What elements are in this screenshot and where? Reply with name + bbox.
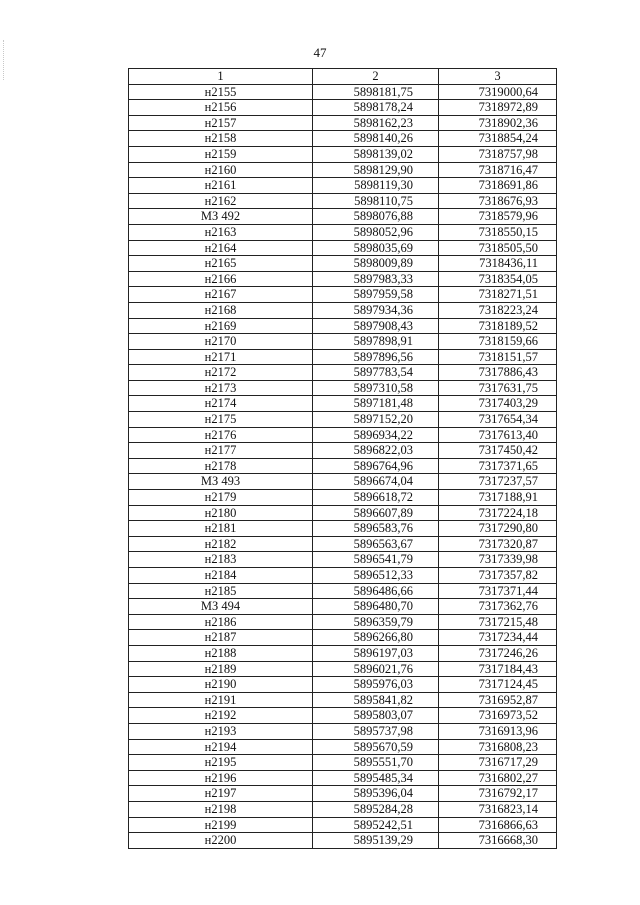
point-name-cell: н2166 — [129, 271, 313, 287]
point-name-cell: н2178 — [129, 458, 313, 474]
table-row — [129, 770, 557, 786]
table-row — [129, 833, 557, 849]
x-coordinate-cell: 5898110,75 — [313, 193, 439, 209]
point-name-cell: н2184 — [129, 568, 313, 584]
x-coordinate-cell: 5895803,07 — [313, 708, 439, 724]
point-name-cell: н2177 — [129, 443, 313, 459]
x-coordinate-cell: 5898076,88 — [313, 209, 439, 225]
table-row — [129, 287, 557, 303]
table-row — [129, 178, 557, 194]
table-row — [129, 240, 557, 256]
point-name-cell: н2161 — [129, 178, 313, 194]
x-coordinate-cell: 5897181,48 — [313, 396, 439, 412]
x-coordinate-cell: 5895485,34 — [313, 770, 439, 786]
table-row — [129, 474, 557, 490]
y-coordinate-cell: 7316802,27 — [439, 770, 557, 786]
y-coordinate-cell: 7317237,57 — [439, 474, 557, 490]
x-coordinate-cell: 5896541,79 — [313, 552, 439, 568]
point-name-cell: н2187 — [129, 630, 313, 646]
table-row — [129, 365, 557, 381]
column-header-2: 2 — [313, 69, 439, 85]
x-coordinate-cell: 5895841,82 — [313, 692, 439, 708]
y-coordinate-cell: 7317631,75 — [439, 380, 557, 396]
point-name-cell: н2197 — [129, 786, 313, 802]
x-coordinate-cell: 5895242,51 — [313, 817, 439, 833]
table-row — [129, 334, 557, 350]
table-row — [129, 84, 557, 100]
table-row — [129, 380, 557, 396]
y-coordinate-cell: 7317357,82 — [439, 568, 557, 584]
y-coordinate-cell: 7316823,14 — [439, 801, 557, 817]
y-coordinate-cell: 7318972,89 — [439, 100, 557, 116]
point-name-cell: н2195 — [129, 755, 313, 771]
table-row — [129, 739, 557, 755]
x-coordinate-cell: 5898035,69 — [313, 240, 439, 256]
y-coordinate-cell: 7317403,29 — [439, 396, 557, 412]
x-coordinate-cell: 5895737,98 — [313, 723, 439, 739]
point-name-cell: н2157 — [129, 115, 313, 131]
y-coordinate-cell: 7317450,42 — [439, 443, 557, 459]
point-name-cell: н2196 — [129, 770, 313, 786]
y-coordinate-cell: 7316668,30 — [439, 833, 557, 849]
x-coordinate-cell: 5897908,43 — [313, 318, 439, 334]
x-coordinate-cell: 5897934,36 — [313, 302, 439, 318]
point-name-cell: н2193 — [129, 723, 313, 739]
table-row — [129, 755, 557, 771]
y-coordinate-cell: 7316866,63 — [439, 817, 557, 833]
x-coordinate-cell: 5896359,79 — [313, 614, 439, 630]
point-name-cell: н2164 — [129, 240, 313, 256]
point-name-cell: н2200 — [129, 833, 313, 849]
x-coordinate-cell: 5896934,22 — [313, 427, 439, 443]
y-coordinate-cell: 7317234,44 — [439, 630, 557, 646]
x-coordinate-cell: 5897983,33 — [313, 271, 439, 287]
y-coordinate-cell: 7318676,93 — [439, 193, 557, 209]
y-coordinate-cell: 7318436,11 — [439, 256, 557, 272]
y-coordinate-cell: 7317886,43 — [439, 365, 557, 381]
table-row — [129, 443, 557, 459]
table-row — [129, 645, 557, 661]
x-coordinate-cell: 5898009,89 — [313, 256, 439, 272]
table-row — [129, 396, 557, 412]
y-coordinate-cell: 7318691,86 — [439, 178, 557, 194]
y-coordinate-cell: 7317290,80 — [439, 521, 557, 537]
y-coordinate-cell: 7318151,57 — [439, 349, 557, 365]
table-row — [129, 349, 557, 365]
y-coordinate-cell: 7317362,76 — [439, 599, 557, 615]
x-coordinate-cell: 5895396,04 — [313, 786, 439, 802]
table-row — [129, 224, 557, 240]
table-row — [129, 568, 557, 584]
point-name-cell: н2174 — [129, 396, 313, 412]
table-row — [129, 412, 557, 428]
table-row — [129, 131, 557, 147]
table-row — [129, 302, 557, 318]
x-coordinate-cell: 5896021,76 — [313, 661, 439, 677]
x-coordinate-cell: 5898140,26 — [313, 131, 439, 147]
x-coordinate-cell: 5895670,59 — [313, 739, 439, 755]
y-coordinate-cell: 7317654,34 — [439, 412, 557, 428]
y-coordinate-cell: 7317215,48 — [439, 614, 557, 630]
point-name-cell: н2167 — [129, 287, 313, 303]
y-coordinate-cell: 7316808,23 — [439, 739, 557, 755]
point-name-cell: н2190 — [129, 677, 313, 693]
table-row — [129, 209, 557, 225]
table-row — [129, 193, 557, 209]
point-name-cell: н2199 — [129, 817, 313, 833]
table-row — [129, 599, 557, 615]
x-coordinate-cell: 5898119,30 — [313, 178, 439, 194]
x-coordinate-cell: 5898178,24 — [313, 100, 439, 116]
point-name-cell: н2155 — [129, 84, 313, 100]
point-name-cell: н2168 — [129, 302, 313, 318]
x-coordinate-cell: 5895551,70 — [313, 755, 439, 771]
x-coordinate-cell: 5896266,80 — [313, 630, 439, 646]
point-name-cell: н2175 — [129, 412, 313, 428]
table-row — [129, 146, 557, 162]
page-number: 47 — [313, 45, 327, 60]
y-coordinate-cell: 7317371,65 — [439, 458, 557, 474]
table-row — [129, 271, 557, 287]
point-name-cell: н2173 — [129, 380, 313, 396]
y-coordinate-cell: 7318716,47 — [439, 162, 557, 178]
y-coordinate-cell: 7316973,52 — [439, 708, 557, 724]
x-coordinate-cell: 5896197,03 — [313, 645, 439, 661]
point-name-cell: н2198 — [129, 801, 313, 817]
point-name-cell: н2162 — [129, 193, 313, 209]
coordinates-table — [128, 68, 557, 849]
point-name-cell: н2192 — [129, 708, 313, 724]
x-coordinate-cell: 5897152,20 — [313, 412, 439, 428]
point-name-cell: н2170 — [129, 334, 313, 350]
y-coordinate-cell: 7317124,45 — [439, 677, 557, 693]
table-row — [129, 692, 557, 708]
point-name-cell: н2169 — [129, 318, 313, 334]
y-coordinate-cell: 7317188,91 — [439, 490, 557, 506]
x-coordinate-cell: 5896618,72 — [313, 490, 439, 506]
table-row — [129, 661, 557, 677]
point-name-cell: МЗ 493 — [129, 474, 313, 490]
x-coordinate-cell: 5898181,75 — [313, 84, 439, 100]
point-name-cell: н2188 — [129, 645, 313, 661]
y-coordinate-cell: 7316913,96 — [439, 723, 557, 739]
table-row — [129, 505, 557, 521]
x-coordinate-cell: 5896480,70 — [313, 599, 439, 615]
y-coordinate-cell: 7316717,29 — [439, 755, 557, 771]
point-name-cell: н2159 — [129, 146, 313, 162]
table-row — [129, 786, 557, 802]
y-coordinate-cell: 7317613,40 — [439, 427, 557, 443]
y-coordinate-cell: 7318902,36 — [439, 115, 557, 131]
x-coordinate-cell: 5898162,23 — [313, 115, 439, 131]
point-name-cell: н2160 — [129, 162, 313, 178]
y-coordinate-cell: 7318189,52 — [439, 318, 557, 334]
x-coordinate-cell: 5896583,76 — [313, 521, 439, 537]
point-name-cell: н2179 — [129, 490, 313, 506]
y-coordinate-cell: 7318159,66 — [439, 334, 557, 350]
y-coordinate-cell: 7316952,87 — [439, 692, 557, 708]
column-header-1: 1 — [129, 69, 313, 85]
point-name-cell: н2183 — [129, 552, 313, 568]
x-coordinate-cell: 5895976,03 — [313, 677, 439, 693]
point-name-cell: н2176 — [129, 427, 313, 443]
point-name-cell: н2191 — [129, 692, 313, 708]
y-coordinate-cell: 7318223,24 — [439, 302, 557, 318]
y-coordinate-cell: 7317184,43 — [439, 661, 557, 677]
y-coordinate-cell: 7318550,15 — [439, 224, 557, 240]
column-header-3: 3 — [439, 69, 557, 85]
point-name-cell: н2172 — [129, 365, 313, 381]
table-row — [129, 552, 557, 568]
point-name-cell: н2185 — [129, 583, 313, 599]
y-coordinate-cell: 7318757,98 — [439, 146, 557, 162]
table-row — [129, 801, 557, 817]
x-coordinate-cell: 5898139,02 — [313, 146, 439, 162]
table-row — [129, 100, 557, 116]
point-name-cell: н2189 — [129, 661, 313, 677]
y-coordinate-cell: 7317371,44 — [439, 583, 557, 599]
table-row — [129, 708, 557, 724]
point-name-cell: н2186 — [129, 614, 313, 630]
x-coordinate-cell: 5897896,56 — [313, 349, 439, 365]
y-coordinate-cell: 7318579,96 — [439, 209, 557, 225]
y-coordinate-cell: 7317320,87 — [439, 536, 557, 552]
y-coordinate-cell: 7319000,64 — [439, 84, 557, 100]
point-name-cell: н2163 — [129, 224, 313, 240]
x-coordinate-cell: 5896822,03 — [313, 443, 439, 459]
point-name-cell: МЗ 494 — [129, 599, 313, 615]
point-name-cell: н2156 — [129, 100, 313, 116]
x-coordinate-cell: 5895284,28 — [313, 801, 439, 817]
table-body — [129, 84, 557, 848]
table-row — [129, 723, 557, 739]
point-name-cell: н2182 — [129, 536, 313, 552]
table-row — [129, 256, 557, 272]
table-row — [129, 318, 557, 334]
point-name-cell: н2171 — [129, 349, 313, 365]
table-header-row — [129, 69, 557, 85]
table-row — [129, 536, 557, 552]
y-coordinate-cell: 7316792,17 — [439, 786, 557, 802]
x-coordinate-cell: 5898052,96 — [313, 224, 439, 240]
x-coordinate-cell: 5897783,54 — [313, 365, 439, 381]
table-row — [129, 458, 557, 474]
x-coordinate-cell: 5898129,90 — [313, 162, 439, 178]
y-coordinate-cell: 7317246,26 — [439, 645, 557, 661]
table-row — [129, 677, 557, 693]
y-coordinate-cell: 7317339,98 — [439, 552, 557, 568]
table-row — [129, 817, 557, 833]
table-row — [129, 630, 557, 646]
table-row — [129, 614, 557, 630]
y-coordinate-cell: 7318354,05 — [439, 271, 557, 287]
x-coordinate-cell: 5896764,96 — [313, 458, 439, 474]
y-coordinate-cell: 7318854,24 — [439, 131, 557, 147]
y-coordinate-cell: 7318271,51 — [439, 287, 557, 303]
table-row — [129, 583, 557, 599]
x-coordinate-cell: 5896512,33 — [313, 568, 439, 584]
point-name-cell: МЗ 492 — [129, 209, 313, 225]
x-coordinate-cell: 5896607,89 — [313, 505, 439, 521]
table-row — [129, 162, 557, 178]
point-name-cell: н2194 — [129, 739, 313, 755]
y-coordinate-cell: 7317224,18 — [439, 505, 557, 521]
table-row — [129, 490, 557, 506]
y-coordinate-cell: 7318505,50 — [439, 240, 557, 256]
x-coordinate-cell: 5897310,58 — [313, 380, 439, 396]
point-name-cell: н2180 — [129, 505, 313, 521]
point-name-cell: н2181 — [129, 521, 313, 537]
point-name-cell: н2165 — [129, 256, 313, 272]
table-row — [129, 115, 557, 131]
x-coordinate-cell: 5895139,29 — [313, 833, 439, 849]
table-row — [129, 427, 557, 443]
x-coordinate-cell: 5896674,04 — [313, 474, 439, 490]
x-coordinate-cell: 5897898,91 — [313, 334, 439, 350]
point-name-cell: н2158 — [129, 131, 313, 147]
x-coordinate-cell: 5896563,67 — [313, 536, 439, 552]
x-coordinate-cell: 5896486,66 — [313, 583, 439, 599]
table-row — [129, 521, 557, 537]
x-coordinate-cell: 5897959,58 — [313, 287, 439, 303]
